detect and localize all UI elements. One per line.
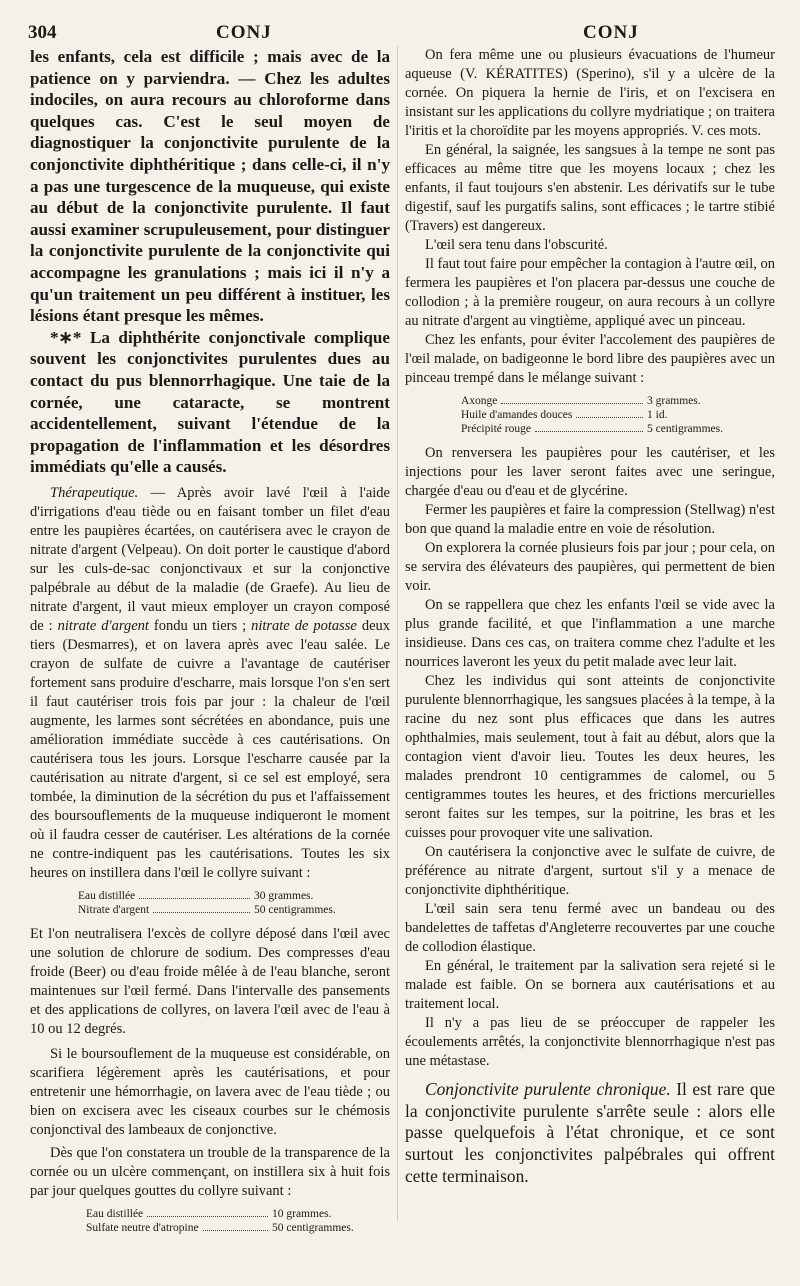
recipe-row <box>78 889 358 903</box>
right-column <box>405 46 775 1188</box>
quantity: 30 grammes. <box>254 889 314 902</box>
section-label: Thérapeutique. <box>50 484 139 501</box>
quantity: 1 id. <box>647 409 668 421</box>
term: nitrate d'argent <box>57 617 149 634</box>
quantity: 3 grammes. <box>647 395 701 407</box>
paragraph: Et l'on neutralisera l'excès de collyre déposé dans l'œil avec une solution de chlorure de sodium. Des compresses d'eau froide (Beer) ou d'eau froide mêlée à de l'eau blanche, seront maintenues sur l'œil fermé. Dans l'intervalle des pansements et des applications de collyres, on lavera l'œil avec de l'eau à 10 ou 12 degrés. <box>30 925 390 1037</box>
recipe-table <box>86 1207 376 1235</box>
section-label: Conjonctivite purulente chronique. <box>425 1079 671 1099</box>
paragraph: En général, le traitement par la salivation sera rejeté si le malade est faible. On se bornera aux cautérisations et au traitement local. <box>405 958 775 1012</box>
ingredient: Axonge <box>461 395 498 407</box>
paragraph: On explorera la cornée plusieurs fois par jour ; pour cela, on se servira des élévateurs des paupières, qui permettent de bien voir. <box>405 540 775 594</box>
paragraph: Dès que l'on constatera un trouble de la transparence de la cornée ou un ulcère commençant, on instillera six à huit fois par jour quelques gouttes du collyre suivant : <box>30 1144 390 1199</box>
ingredient: Sulfate neutre d'atropine <box>86 1221 199 1234</box>
paragraph <box>30 327 390 478</box>
recipe-table <box>461 394 751 436</box>
left-running-title: CONJ <box>216 22 272 43</box>
paragraph: On se rappellera que chez les enfants l'œil se vide avec la plus grande facilité, et que l'inflammation a une marche insidieuse. Dans ces cas, on traitera comme chez l'adulte et les nourrices laveront les yeux du petit malade avec leur lait. <box>405 597 775 670</box>
paragraph: Il faut tout faire pour empêcher la contagion à l'autre œil, on fermera les paupières et l'on placera par-dessus une couche de collodion ; à la première rougeur, on aura recours à un collyre au nitrate d'argent au vingtième, appliqué avec un pinceau. <box>405 256 775 329</box>
paragraph: En général, la saignée, les sangsues à la tempe ne sont pas efficaces au même titre que les moyens locaux ; chez les enfants, il faut toujours s'en abstenir. Les dérivatifs sur le tube digestif, sauf les purgatifs salins, sont efficaces ; le tartre stibié (Travers) est dangereux. <box>405 142 775 234</box>
paragraph: Chez les individus qui sont atteints de conjonctivite purulente blennorrhagique, les sangsues placées à la tempe, à la racine du nez sont plus efficaces que dans les autres ophthalmies, mais seulement, tout à fait au début, alors que la contagion vient d'avoir lieu. Toutes les deux heures, les malades prendront 10 centigrammes de calomel, ou 5 centigrammes toutes les heures, et des frictions mercurielles seront faites sur les tempes, sur la poitrine, les bras et les cuisses pour provoquer vite une salivation. <box>405 673 775 841</box>
paragraph <box>405 1079 775 1188</box>
ingredient: Eau distillée <box>86 1207 144 1220</box>
recipe-table <box>78 889 358 917</box>
recipe-row <box>78 903 358 917</box>
quantity: 50 centigrammes. <box>254 903 336 916</box>
term: nitrate de potasse <box>251 617 357 634</box>
paragraph: Si le boursouflement de la muqueuse est considérable, on scarifiera légèrement après les cautérisations, et pour entretenir une hémorrhagie, on lavera avec de l'eau tiède ; ou bien on excisera avec les ciseaux courbes sur le chémosis conjonctival des lambeaux de conjonctive. <box>30 1045 390 1138</box>
closing-section <box>405 1079 775 1188</box>
paragraph <box>30 484 390 883</box>
paragraph: On renversera les paupières pour les cautériser, et les injections pour les laver seront faites avec une seringue, chargée d'eau ou d'eau et de glycérine. <box>405 445 775 499</box>
column-divider <box>397 46 398 1221</box>
running-header <box>28 22 782 44</box>
quantity: 50 centigrammes. <box>272 1221 354 1234</box>
ingredient: Nitrate d'argent <box>78 903 150 916</box>
paragraph-text: La diphthérite conjonctivale complique souvent les conjonctivites purulentes dues au contact du pus blennorrhagique. Une taie de la cornée, une cataracte, se montrent accidentellement, suivant l'étendue de la propagation de l'inflammation et les désordres immédiats qu'elle a causés. <box>30 327 390 477</box>
paragraph: L'œil sera tenu dans l'obscurité. <box>425 237 608 253</box>
recipe-row <box>86 1221 376 1235</box>
recipe-row <box>461 408 751 422</box>
paragraph: Chez les enfants, pour éviter l'accolement des paupières de l'œil malade, on badigeonne le bord libre des paupières avec un pinceau trempé dans le mélange suivant : <box>405 332 775 386</box>
recipe-row <box>461 394 751 408</box>
paragraph: On cautérisera la conjonctive avec le sulfate de cuivre, de préférence au nitrate d'argent, surtout s'il y a menace de conjonctivite diphthéritique. <box>405 844 775 898</box>
bold-section <box>30 46 390 478</box>
paragraph: les enfants, cela est difficile ; mais avec de la patience on y parviendra. — Chez les adultes indociles, on aura recours au chloroforme dans quelques cas. C'est le seul moyen de diagnostiquer la conjonctivite purulente de la conjonctivite diphthéritique ; dans celle-ci, il n'y a pas une turgescence de la muqueuse, qui existe au début de la conjonctivite purulente. Il faut aussi examiner scrupuleusement, pour distinguer la conjonctivite purulente de la conjonctivite qui accompagne les granulations ; mais ici il n'y a qu'un traitement un peu différent à instituer, les lésions étant presque les mêmes. <box>30 47 390 326</box>
paragraph: L'œil sain sera tenu fermé avec un bandeau ou des bandelettes de taffetas d'Angleterre recouvertes par une couche de collodion élastique. <box>405 901 775 955</box>
paragraph: On fera même une ou plusieurs évacuations de l'humeur aqueuse (V. KÉRATITES) (Sperino), s'il y a ulcère de la cornée. On piquera la hernie de l'iris, et on l'excisera en insistant sur les applications du collyre mydriatique ; on traitera l'iritis et la choroïdite par les moyens appropriés. V. ces mots. <box>405 47 775 139</box>
paragraph-text: fondu un tiers ; <box>148 617 252 634</box>
paragraph: Fermer les paupières et faire la compression (Stellwag) n'est bon que quand la maladie entre en voie de résolution. <box>405 502 775 537</box>
left-column <box>30 46 390 1243</box>
paragraph-text: deux tiers (Desmarres), et on lavera après avec l'eau salée. Le crayon de sulfate de cuivre a l'avantage de cautériser fortement sans produire d'escharre, mais lorsque l'on s'en sert il faut cautériser trois fois par jour : la chaleur de l'œil augmente, les larmes sont sécrétées en abondance, puis une amélioration immédiate succède à ces cautérisations. On cautérisera tous les jours. Lorsque l'escharre causée par la cautérisation au nitrate d'argent, si ce sel est employé, sera tombée, la diminution de la sécrétion du pus et l'affaissement des boursouflements de la muqueuse indiqueront le moment où il faudra cesser de cautériser. Les altérations de la cornée ne contre-indiquent pas les cautérisations. Toutes les six heures on instillera dans l'œil le collyre suivant : <box>30 617 391 881</box>
regular-section <box>30 484 390 1235</box>
paragraph-text: Il est rare que la conjonctivite purulente s'arrête seule : alors elle passe quelquefois à l'état chronique, et ce sont surtout les conjonctivites palpébrales qui offrent cette terminaison. <box>405 1079 775 1186</box>
recipe-row <box>461 422 751 436</box>
paragraph-text: — Après avoir lavé l'œil à l'aide d'irrigations d'eau tiède ou en faisant tomber un filet d'eau entre les paupières écartées, on cautérisera avec le crayon de nitrate d'argent (Velpeau). On doit porter le caustique d'abord sur les culs-de-sac conjonctivaux et sur la conjonctive palpébrale au début de la maladie (de Graefe). Au lieu de nitrate d'argent, il vaut mieux employer un crayon composé de : <box>30 484 390 634</box>
recipe-row <box>86 1207 376 1221</box>
right-running-title: CONJ <box>583 22 639 43</box>
page-number: 304 <box>28 22 57 43</box>
ingredient: Précipité rouge <box>461 423 531 435</box>
ingredient: Eau distillée <box>78 889 136 902</box>
asterism: *∗* <box>50 327 82 347</box>
quantity: 10 grammes. <box>272 1207 332 1220</box>
paragraph: Il n'y a pas lieu de se préoccuper de rappeler les écoulements arrêtés, la conjonctivite blennorrhagique n'est pas une métastase. <box>405 1015 775 1069</box>
ingredient: Huile d'amandes douces <box>461 409 573 421</box>
quantity: 5 centigrammes. <box>647 423 724 435</box>
